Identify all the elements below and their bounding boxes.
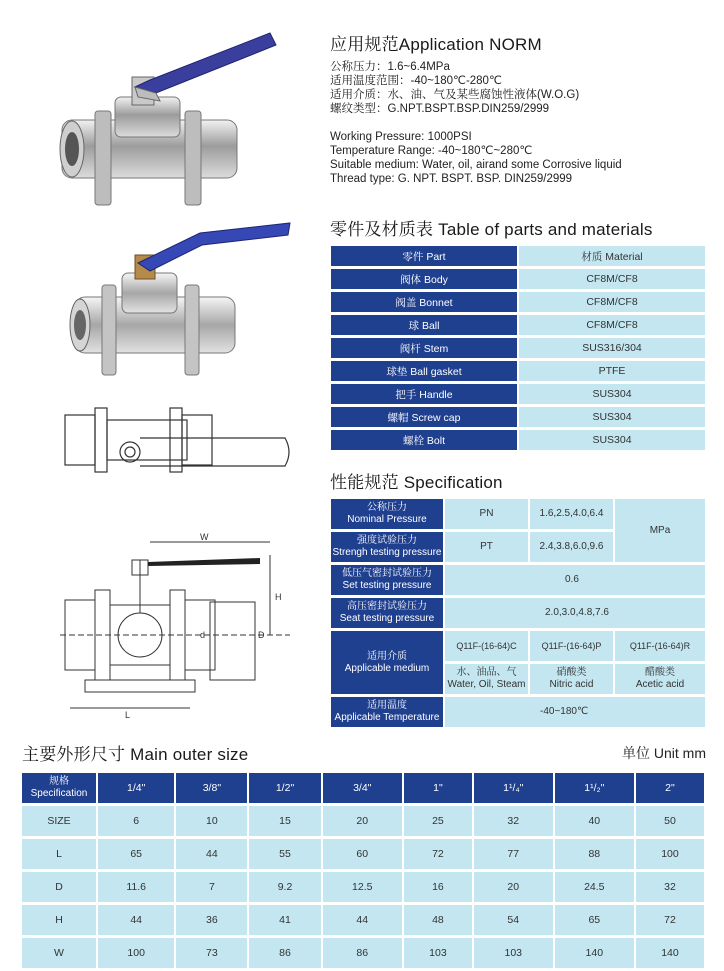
- table-cell: 100: [636, 839, 704, 869]
- size-header: 3/4": [323, 773, 402, 803]
- table-cell: 螺栓 Bolt: [331, 430, 517, 450]
- table-cell: 20: [323, 806, 402, 836]
- spec-medium-model-2: Q11F-(16-64)P: [530, 631, 613, 661]
- spec-set-label: 低压气密封试验压力 Set testing pressure: [331, 565, 443, 595]
- table-row: [22, 839, 704, 869]
- table-row: [331, 565, 705, 595]
- table-row: [22, 905, 704, 935]
- table-cell: 55: [249, 839, 320, 869]
- table-row: [331, 499, 705, 529]
- spec-nominal-label: 公称压力 Nominal Pressure: [331, 499, 443, 529]
- table-cell: 48: [404, 905, 472, 935]
- dim-h-label: H: [275, 592, 282, 602]
- table-cell: 54: [474, 905, 553, 935]
- table-cell: 9.2: [249, 872, 320, 902]
- table-cell: 86: [249, 938, 320, 968]
- table-cell: 140: [555, 938, 634, 968]
- dim-w-label: W: [200, 532, 209, 542]
- table-row: [331, 292, 705, 312]
- table-cell: 36: [176, 905, 247, 935]
- spec-nominal-values: 1.6,2.5,4.0,6.4: [530, 499, 613, 529]
- table-cell: 40: [555, 806, 634, 836]
- table-cell: 103: [404, 938, 472, 968]
- table-cell: 球垫 Ball gasket: [331, 361, 517, 381]
- row-label: W: [22, 938, 96, 968]
- table-row: [331, 338, 705, 358]
- spec-seat-label: 高压密封试验压力 Seat testing pressure: [331, 598, 443, 628]
- table-cell: 20: [474, 872, 553, 902]
- row-label: L: [22, 839, 96, 869]
- application-en-block: [330, 130, 622, 186]
- spec-medium-type-2: 硝酸类 Nitric acid: [530, 664, 613, 694]
- table-row: [331, 315, 705, 335]
- table-cell: 32: [474, 806, 553, 836]
- size-header: 1/2": [249, 773, 320, 803]
- main-size-table: [20, 770, 706, 971]
- size-header: 3/8": [176, 773, 247, 803]
- spec-unit: MPa: [615, 499, 705, 562]
- table-cell: SUS316/304: [519, 338, 705, 358]
- parts-table: [329, 243, 707, 453]
- parts-title: 零件及材质表 Table of parts and materials: [330, 220, 653, 239]
- size-header: 1": [404, 773, 472, 803]
- table-cell: 11.6: [98, 872, 174, 902]
- table-cell: 24.5: [555, 872, 634, 902]
- table-cell: 10: [176, 806, 247, 836]
- cn-line-2: 适用温度范围：-40~180℃-280℃: [330, 75, 502, 87]
- spec-medium-label: 适用介质 Applicable medium: [331, 631, 443, 694]
- row-label: SIZE: [22, 806, 96, 836]
- size-header: 1/4": [98, 773, 174, 803]
- table-row: [331, 269, 705, 289]
- table-cell: 阀体 Body: [331, 269, 517, 289]
- table-cell: 阀盖 Bonnet: [331, 292, 517, 312]
- main-size-title: 主要外形尺寸 Main outer size: [22, 745, 249, 764]
- table-row: [331, 697, 705, 727]
- table-cell: SUS304: [519, 384, 705, 404]
- spec-title: 性能规范 Specification: [330, 473, 503, 492]
- table-cell: 6: [98, 806, 174, 836]
- spec-medium-type-1: 水、油品、气 Water, Oil, Steam: [445, 664, 528, 694]
- spec-temp-label: 适用温度 Applicable Temperature: [331, 697, 443, 727]
- table-row: [331, 598, 705, 628]
- ball-valve-photo-1: [40, 25, 300, 210]
- table-cell: CF8M/CF8: [519, 292, 705, 312]
- ball-valve-photo-2: [50, 215, 300, 385]
- size-header: 1¹/₄": [474, 773, 553, 803]
- table-row: [22, 872, 704, 902]
- valve-section-drawing: [50, 530, 300, 720]
- table-cell: 16: [404, 872, 472, 902]
- table-cell: 72: [404, 839, 472, 869]
- table-cell: 73: [176, 938, 247, 968]
- spec-medium-type-3: 醋酸类 Acetic acid: [615, 664, 705, 694]
- spec-strength-label: 强度试验压力 Strengh testing pressure: [331, 532, 443, 562]
- table-cell: 50: [636, 806, 704, 836]
- table-cell: 41: [249, 905, 320, 935]
- table-cell: 15: [249, 806, 320, 836]
- table-cell: 77: [474, 839, 553, 869]
- table-row: [22, 806, 704, 836]
- row-label: D: [22, 872, 96, 902]
- table-row: [331, 361, 705, 381]
- table-cell: 60: [323, 839, 402, 869]
- size-header: 2": [636, 773, 704, 803]
- dim-small-d-label: d: [200, 630, 206, 640]
- spec-strength-code: PT: [445, 532, 528, 562]
- table-row: [331, 430, 705, 450]
- en-line-2: Temperature Range: -40~180℃~280℃: [330, 145, 533, 157]
- table-cell: 65: [98, 839, 174, 869]
- spec-table: [329, 496, 707, 730]
- table-cell: 把手 Handle: [331, 384, 517, 404]
- table-header-part: 零件 Part: [331, 246, 517, 266]
- table-cell: PTFE: [519, 361, 705, 381]
- table-cell: CF8M/CF8: [519, 269, 705, 289]
- spec-medium-model-3: Q11F-(16-64)R: [615, 631, 705, 661]
- table-cell: SUS304: [519, 407, 705, 427]
- table-header-spec: 规格 Specification: [22, 773, 96, 803]
- table-cell: 阀杆 Stem: [331, 338, 517, 358]
- table-cell: 44: [176, 839, 247, 869]
- table-cell: 103: [474, 938, 553, 968]
- table-cell: CF8M/CF8: [519, 315, 705, 335]
- table-row: [331, 631, 705, 661]
- table-cell: 86: [323, 938, 402, 968]
- table-cell: 44: [323, 905, 402, 935]
- main-size-unit: 单位 Unit mm: [622, 745, 706, 761]
- valve-top-view-drawing: [55, 400, 300, 480]
- table-cell: 7: [176, 872, 247, 902]
- table-cell: 72: [636, 905, 704, 935]
- en-line-4: Thread type: G. NPT. BSPT. BSP. DIN259/2999: [330, 173, 573, 185]
- cn-line-3: 适用介质：水、油、气及某些腐蚀性液体(W.O.G): [330, 89, 580, 101]
- table-header-material: 材质 Material: [519, 246, 705, 266]
- dim-big-d-label: D: [258, 630, 265, 640]
- table-cell: 140: [636, 938, 704, 968]
- table-row: [22, 938, 704, 968]
- spec-temp-value: -40~180℃: [445, 697, 705, 727]
- spec-set-value: 0.6: [445, 565, 705, 595]
- table-row: [331, 384, 705, 404]
- table-row: [331, 407, 705, 427]
- en-line-3: Suitable medium: Water, oil, airand some Corrosive liquid: [330, 159, 622, 171]
- table-cell: 螺帽 Screw cap: [331, 407, 517, 427]
- spec-medium-model-1: Q11F-(16-64)C: [445, 631, 528, 661]
- row-label: H: [22, 905, 96, 935]
- spec-strength-values: 2.4,3.8,6.0,9.6: [530, 532, 613, 562]
- table-cell: 65: [555, 905, 634, 935]
- size-header: 1¹/₂": [555, 773, 634, 803]
- cn-line-4: 螺纹类型：G.NPT.BSPT.BSP.DIN259/2999: [330, 103, 550, 115]
- table-row: [331, 246, 705, 266]
- en-line-1: Working Pressure: 1000PSI: [330, 131, 472, 143]
- cn-line-1: 公称压力：1.6~6.4MPa: [330, 61, 450, 73]
- spec-nominal-code: PN: [445, 499, 528, 529]
- table-cell: 25: [404, 806, 472, 836]
- table-cell: 12.5: [323, 872, 402, 902]
- application-cn-block: [330, 60, 579, 116]
- table-row: [22, 773, 704, 803]
- table-cell: 32: [636, 872, 704, 902]
- table-cell: 球 Ball: [331, 315, 517, 335]
- application-title: 应用规范Application NORM: [330, 35, 542, 54]
- dim-l-label: L: [125, 710, 131, 720]
- table-cell: 100: [98, 938, 174, 968]
- table-cell: 44: [98, 905, 174, 935]
- table-cell: 88: [555, 839, 634, 869]
- spec-seat-values: 2.0,3.0,4.8,7.6: [445, 598, 705, 628]
- table-cell: SUS304: [519, 430, 705, 450]
